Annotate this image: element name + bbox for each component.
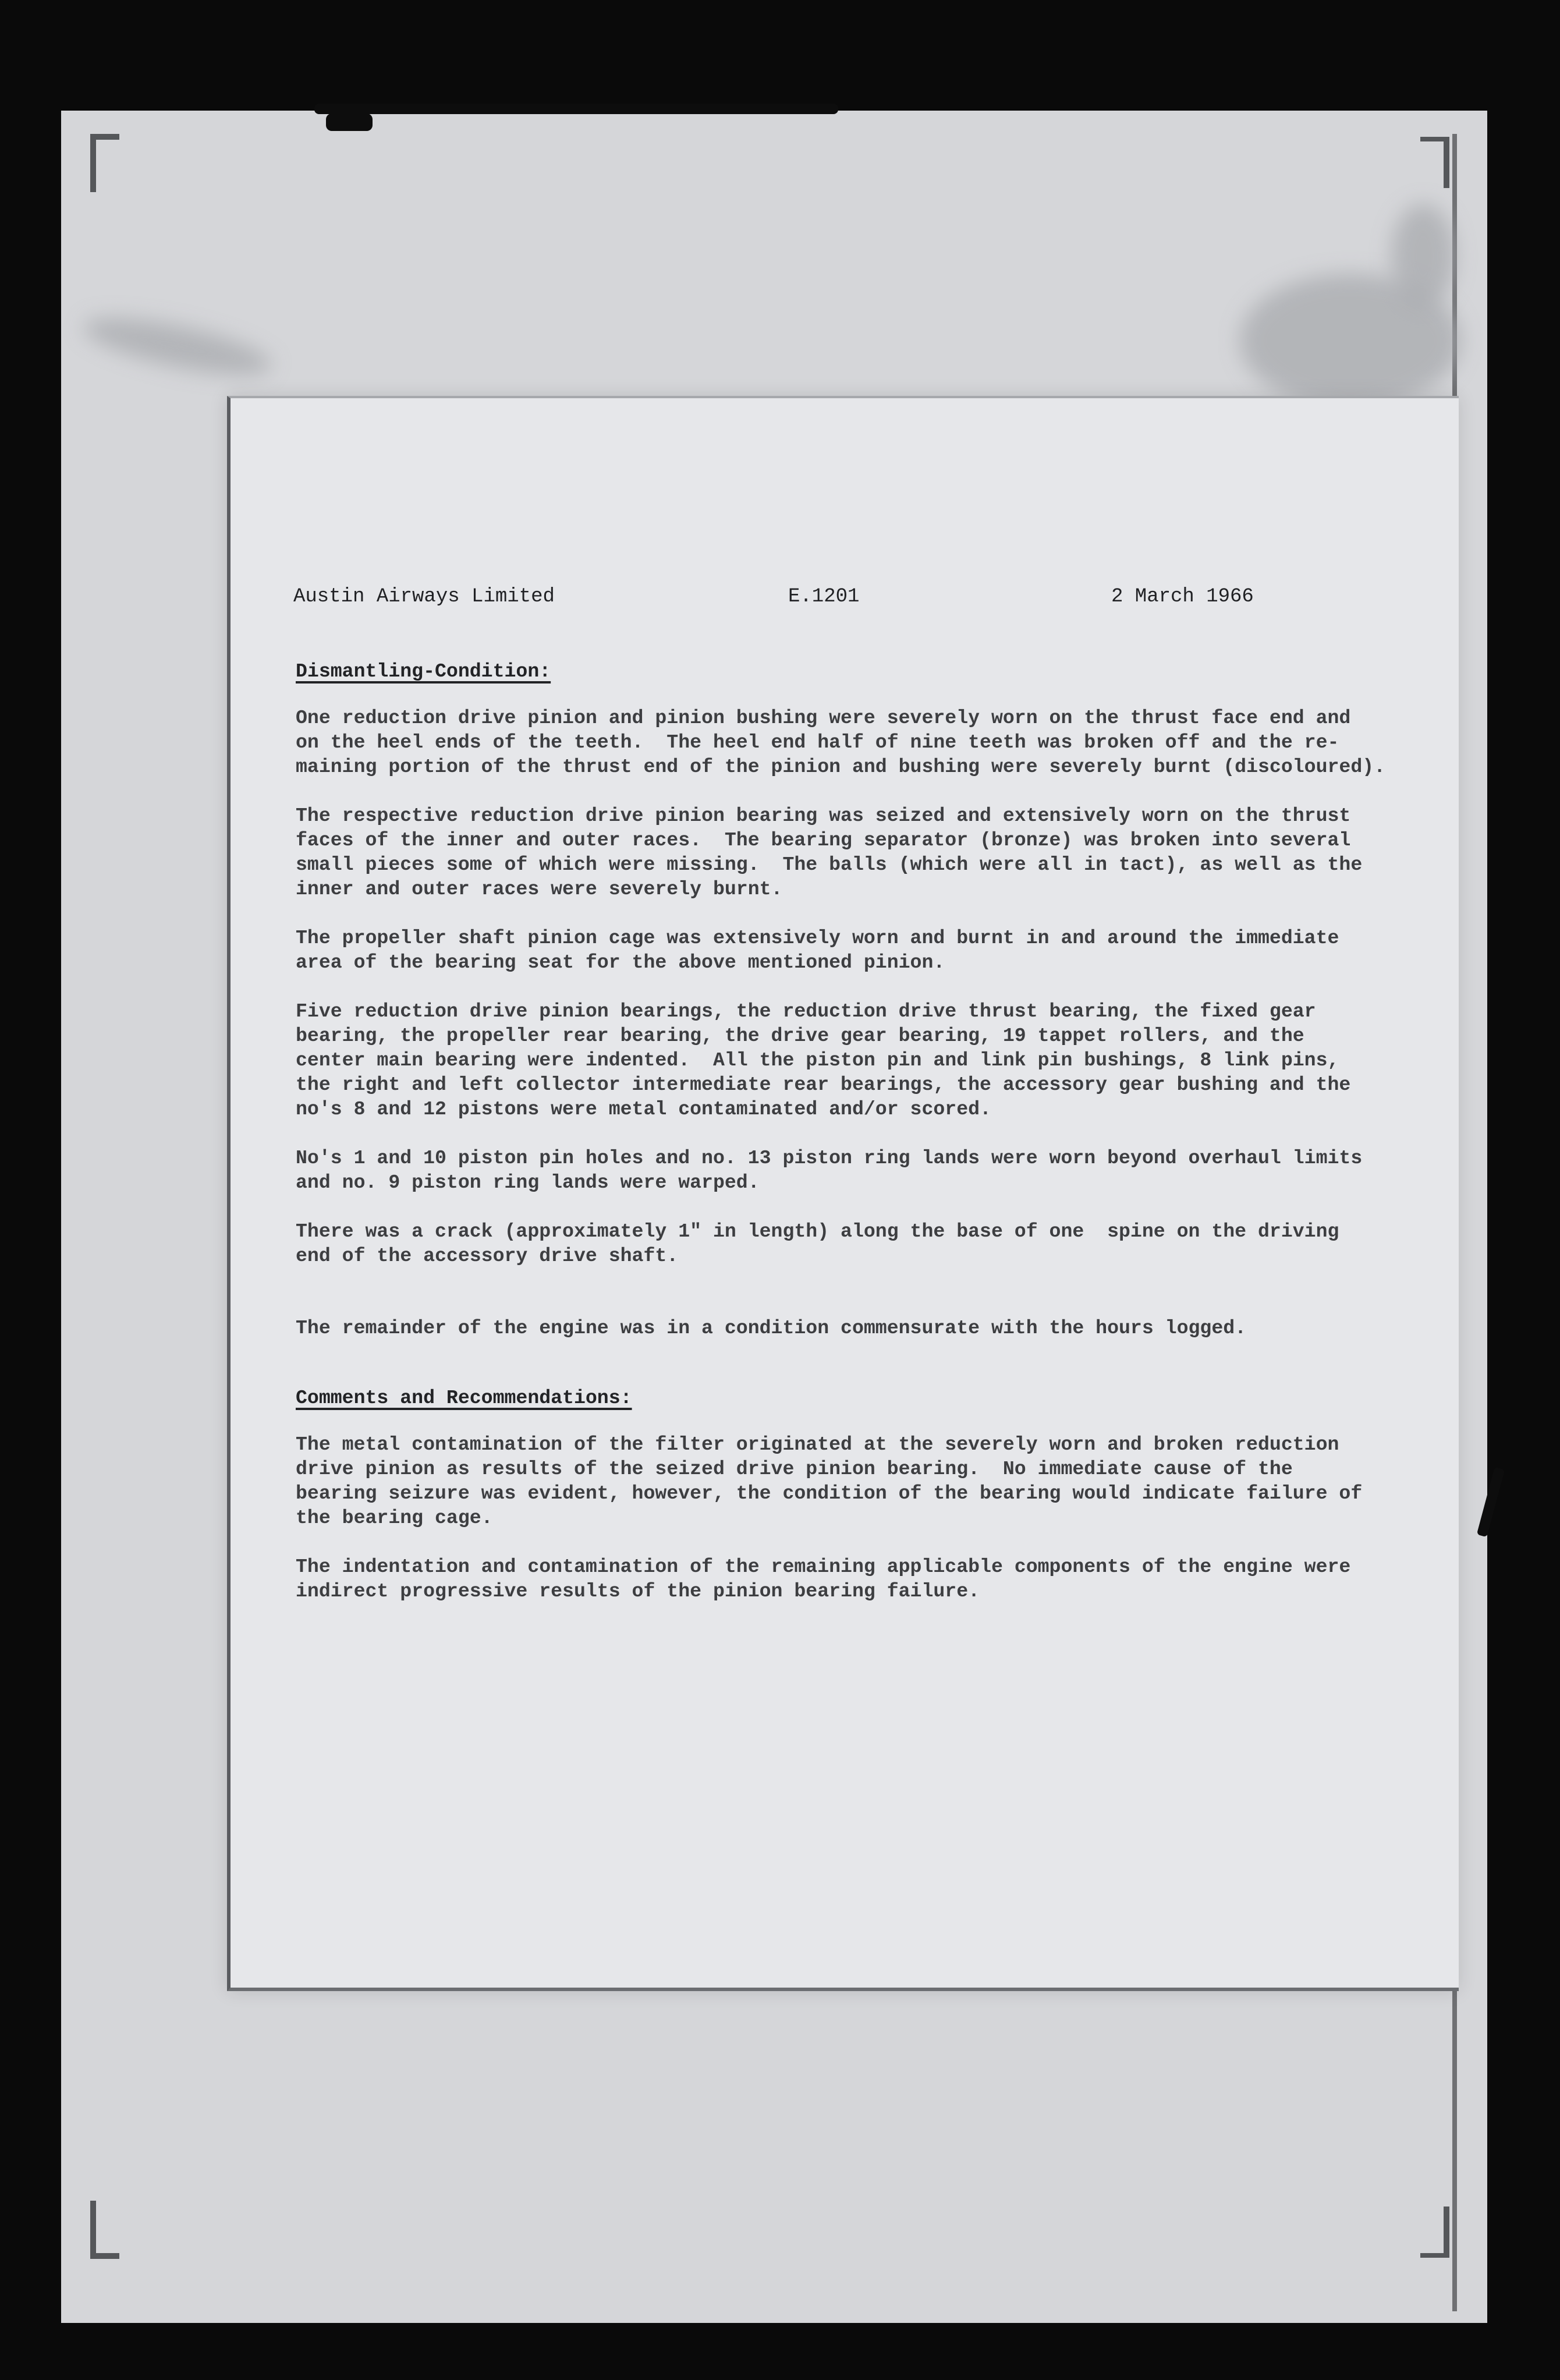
- document-date: 2 March 1966: [1111, 586, 1254, 608]
- crop-mark-top-left: [90, 134, 119, 192]
- paragraph-engine-remainder: The remainder of the engine was in a condition commensurate with the hours logged.: [296, 1317, 1247, 1339]
- paragraph-indented-bearings: Five reduction drive pinion bearings, the reduction drive thrust bearing, the fixed gear bearing, the propeller rear bearing, the drive gear bearing, 19 tappet rollers, and the center main bearing were indented. All the piston pin and link pin bushings, 8 link pins, the right and left collector intermediate rear bearings, the accessory gear bushing and the no's 8 and 12 pistons were metal contaminated and/or scored.: [296, 1000, 1351, 1120]
- paragraph-indentation-summary: The indentation and contamination of the remaining applicable components of the engine were indirect progressive results of the pinion bearing failure.: [296, 1556, 1351, 1602]
- document-page: [227, 396, 1459, 1991]
- paragraph-pinion-cage: The propeller shaft pinion cage was extensively worn and burnt in and around the immediate area of the bearing seat for the above mentioned pinion.: [296, 927, 1339, 973]
- right-edge-stain: [1391, 204, 1455, 309]
- report-body: [296, 659, 1431, 1628]
- crop-mark-top-right: [1420, 137, 1449, 188]
- letterhead: [293, 586, 1341, 621]
- crop-mark-bottom-left: [90, 2201, 119, 2259]
- company-name: Austin Airways Limited: [293, 586, 555, 608]
- spacer: [296, 1365, 1431, 1386]
- paragraph-piston-wear: No's 1 and 10 piston pin holes and no. 13 piston ring lands were worn beyond overhaul limits and no. 9 piston ring lands were warped.: [296, 1147, 1363, 1193]
- section-heading-comments: Comments and Recommendations:: [296, 1387, 632, 1409]
- paragraph-pinion-wear: One reduction drive pinion and pinion bushing were severely worn on the thrust face end and on the heel ends of the teeth. The heel end half of nine teeth was broken off and the re- maining portion of the thrust end of the pinion and bushing were severely burnt (discoloured).: [296, 707, 1386, 778]
- paragraph-bearing-seizure: The respective reduction drive pinion bearing was seized and extensively worn on the thrust faces of the inner and outer races. The bearing separator (bronze) was broken into several small pieces some of which were missing. The balls (which were all in tact), as well as the inner and outer races were severely burnt.: [296, 805, 1363, 900]
- section-heading-dismantling: Dismantling-Condition:: [296, 660, 551, 682]
- paragraph-drive-shaft-crack: There was a crack (approximately 1" in length) along the base of one spine on the driving end of the accessory drive shaft.: [296, 1220, 1339, 1267]
- top-edge-mark: [326, 114, 373, 131]
- document-reference: E.1201: [788, 586, 860, 608]
- paragraph-contamination-origin: The metal contamination of the filter originated at the severely worn and broken reduction drive pinion as results of the seized drive pinion bearing. No immediate cause of the bearing seizure was evident, however, the condition of the bearing would indicate failure of the bearing cage.: [296, 1433, 1363, 1529]
- spacer: [296, 1292, 1431, 1316]
- top-edge-tear: [314, 104, 838, 114]
- crop-mark-bottom-right: [1420, 2207, 1449, 2258]
